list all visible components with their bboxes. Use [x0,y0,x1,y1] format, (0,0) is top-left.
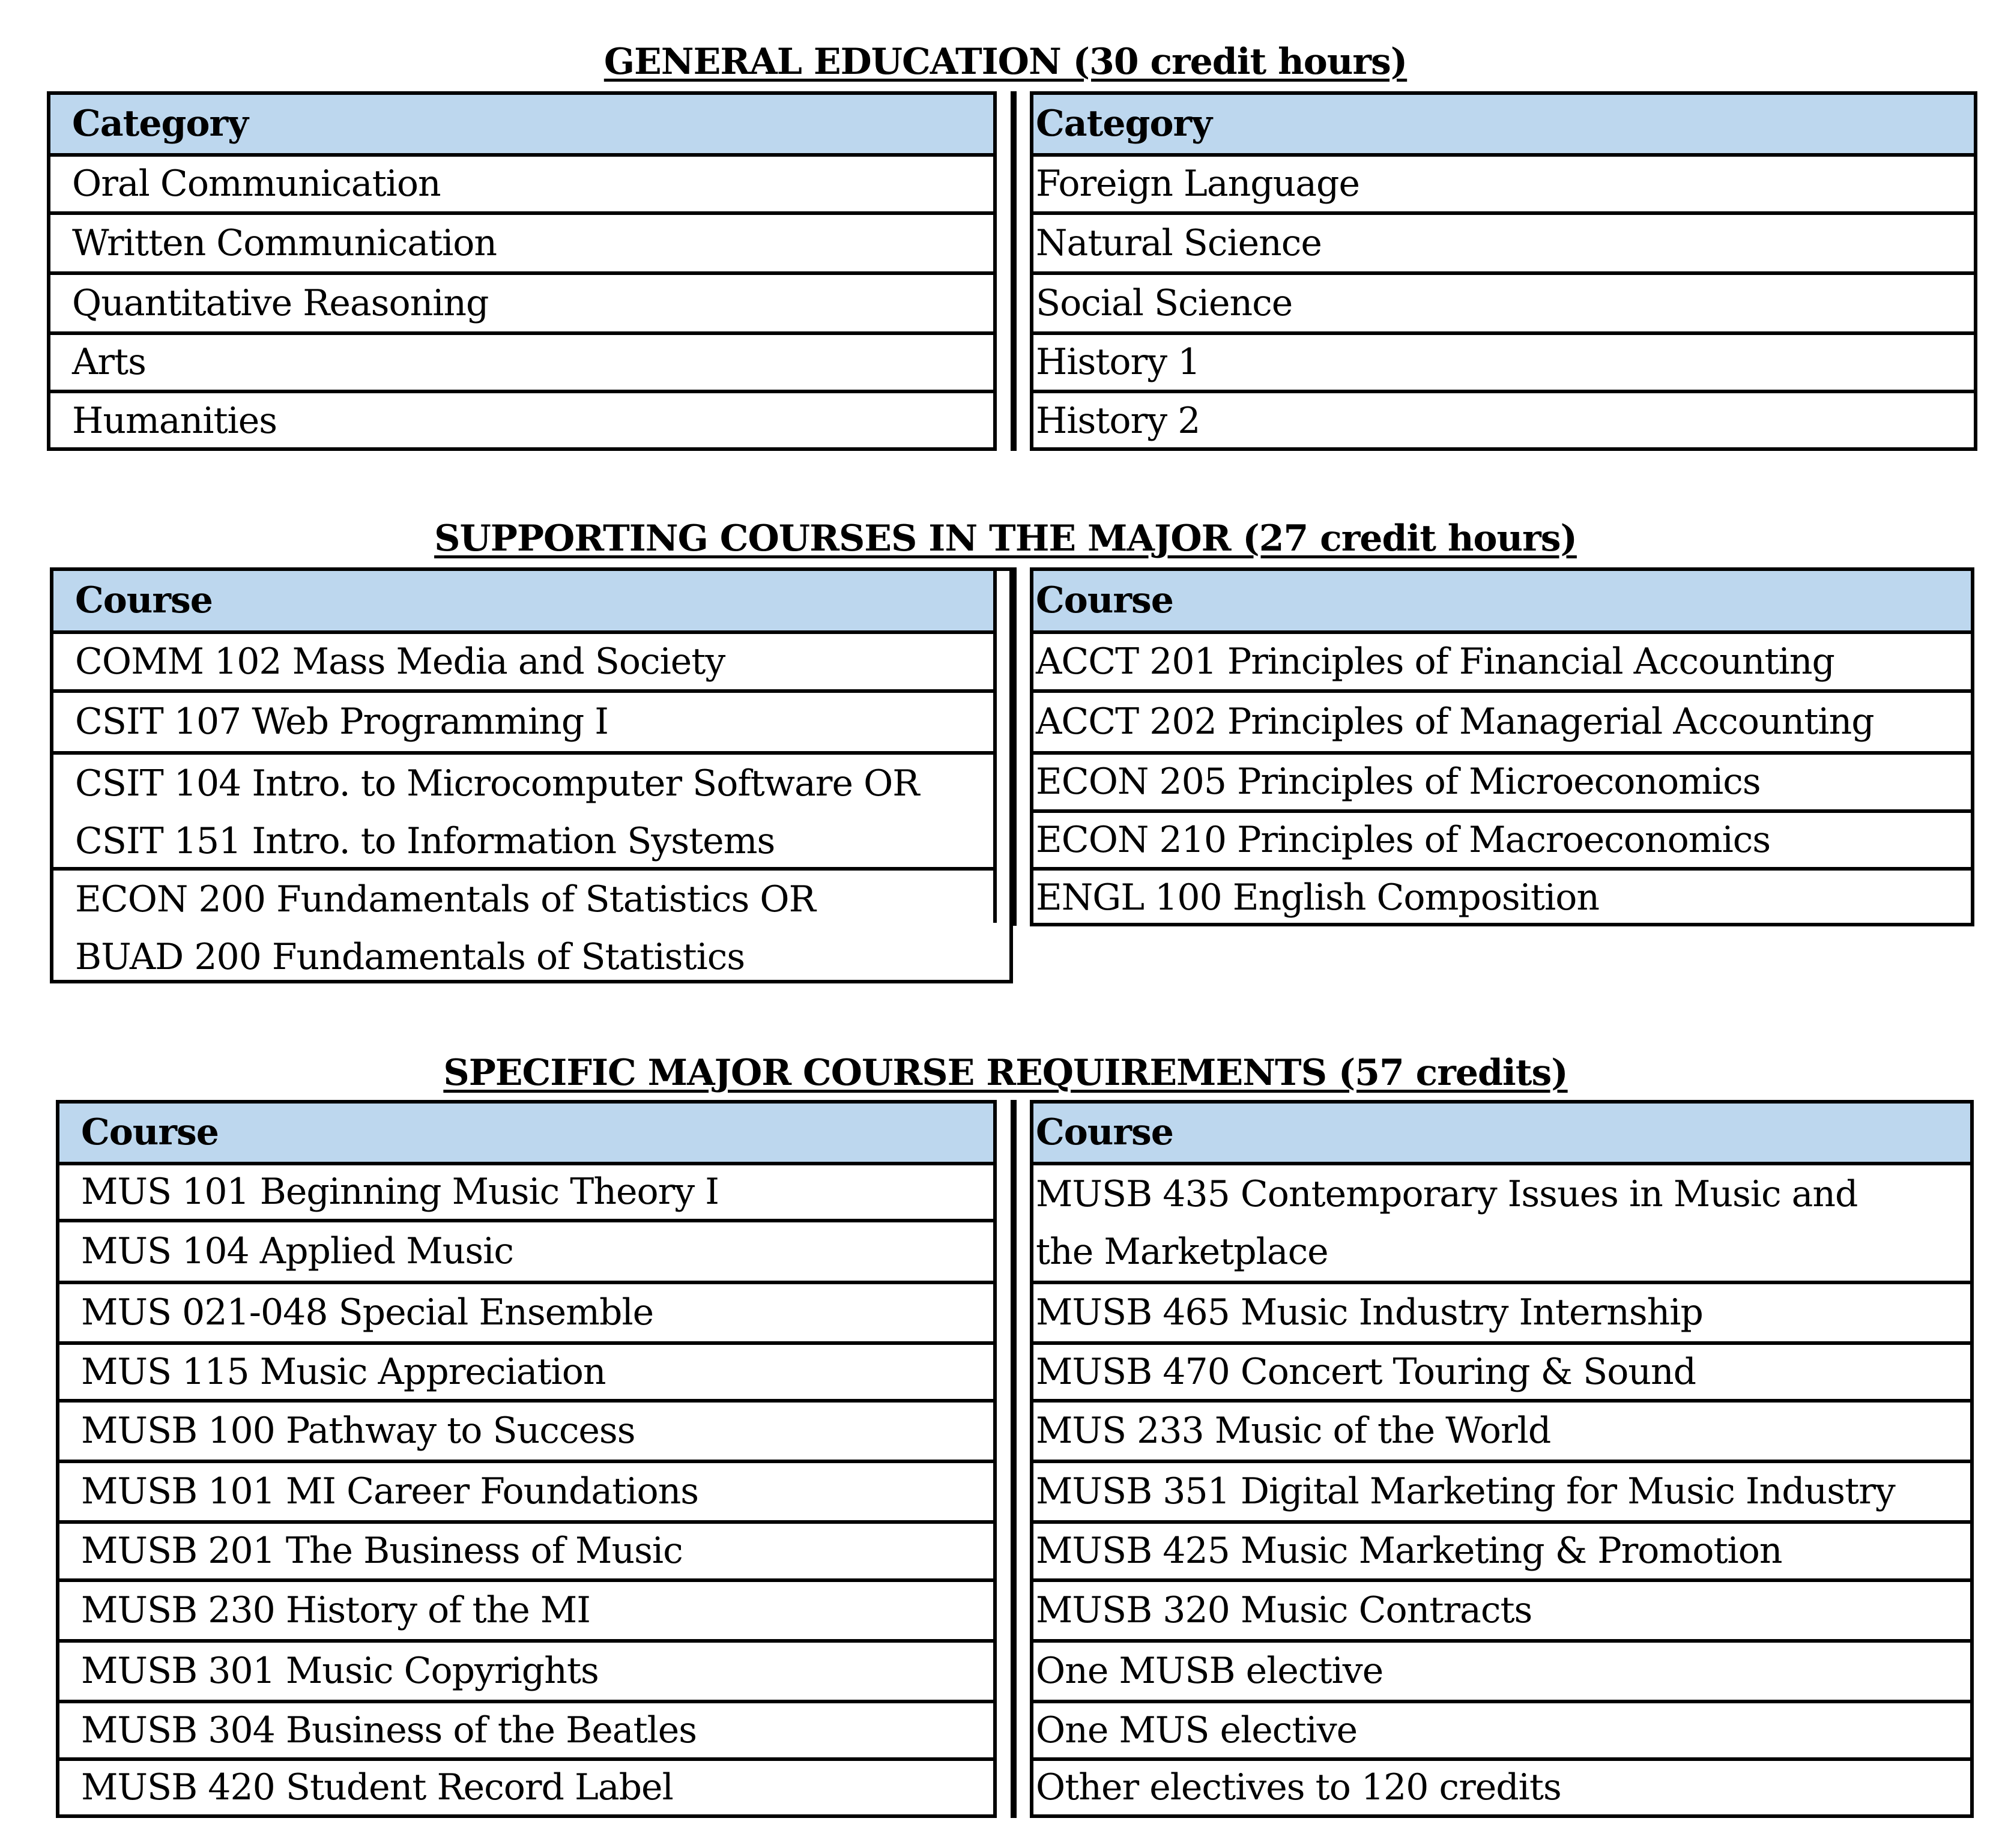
table-row: Humanities [72,400,277,442]
table-row: Quantitative Reasoning [50,275,993,335]
section-title-supporting-courses: SUPPORTING COURSES IN THE MAJOR (27 credit hours) [434,518,1577,560]
table-row: MUSB 320 Music Contracts [1033,1582,1970,1643]
table-row: MUSB 101 MI Career Foundations [59,1463,993,1524]
table-row: ACCT 202 Principles of Managerial Accounting [1033,693,1971,755]
table-header: Course [53,571,993,634]
table-row: MUSB 420 Student Record Label [81,1766,673,1808]
column-divider [1011,1100,1017,1818]
table-row: History 2 [1036,400,1200,442]
table-row: Natural Science [1033,215,1974,275]
table-row: COMM 102 Mass Media and Society [53,634,993,693]
table-row: CSIT 104 Intro. to Microcomputer Software OR CSIT 151 Intro. to Information Systems [53,755,993,871]
section-title-general-education: GENERAL EDUCATION (30 credit hours) [603,41,1408,83]
column-divider [1011,91,1017,451]
table-row: MUSB 230 History of the MI [59,1582,993,1643]
table-row: Arts [50,335,993,393]
table-header: Course [1033,571,1971,634]
table-row: Written Communication [50,215,993,275]
table-header: Course [59,1104,993,1165]
table-row: ECON 210 Principles of Macroeconomics [1033,813,1971,871]
table-row: MUS 101 Beginning Music Theory I [59,1165,993,1222]
table-row: Other electives to 120 credits [1036,1766,1561,1808]
table-row: One MUSB elective [1033,1643,1970,1703]
table-row: MUSB 425 Music Marketing & Promotion [1033,1524,1970,1582]
table-row: MUSB 351 Digital Marketing for Music Industry [1033,1463,1970,1524]
table-row: Social Science [1033,275,1974,335]
column-divider [1011,567,1017,926]
table-row: MUSB 470 Concert Touring & Sound [1033,1345,1970,1403]
table-row: MUS 115 Music Appreciation [59,1345,993,1403]
table-row: ENGL 100 English Composition [1036,877,1599,919]
general-education-right-table [1030,91,1977,451]
table-row: MUS 021-048 Special Ensemble [59,1284,993,1345]
table-row: MUSB 201 The Business of Music [59,1524,993,1582]
left-table-inner-border [993,567,997,923]
table-row: CSIT 107 Web Programming I [53,693,993,755]
table-header: Course [1033,1104,1970,1165]
table-header: Category [50,95,993,157]
table-row: History 1 [1033,335,1974,393]
major-requirements-right-table [1030,1100,1974,1818]
table-row: Foreign Language [1033,157,1974,215]
table-row: ECON 200 Fundamentals of Statistics OR BUAD 200 Fundamentals of Statistics [75,878,815,978]
table-header: Category [1033,95,1974,157]
section-title-major-requirements: SPECIFIC MAJOR COURSE REQUIREMENTS (57 credits) [443,1052,1568,1094]
major-requirements-left-table [56,1100,997,1818]
table-row: Oral Communication [50,157,993,215]
table-row: MUS 233 Music of the World [1033,1403,1970,1463]
table-row: ACCT 201 Principles of Financial Accounting [1033,634,1971,693]
table-row: MUSB 100 Pathway to Success [59,1403,993,1463]
table-row: MUSB 304 Business of the Beatles [59,1703,993,1761]
table-row: MUSB 301 Music Copyrights [59,1643,993,1703]
supporting-courses-left-table [50,567,1013,983]
table-row: One MUS elective [1033,1703,1970,1761]
table-row: MUSB 435 Contemporary Issues in Music and the Marketplace [1033,1165,1970,1284]
general-education-left-table [47,91,997,451]
supporting-courses-right-table [1030,567,1974,926]
table-row: ECON 205 Principles of Microeconomics [1033,755,1971,813]
table-row: MUSB 465 Music Industry Internship [1033,1284,1970,1345]
table-row: MUS 104 Applied Music [59,1222,993,1284]
